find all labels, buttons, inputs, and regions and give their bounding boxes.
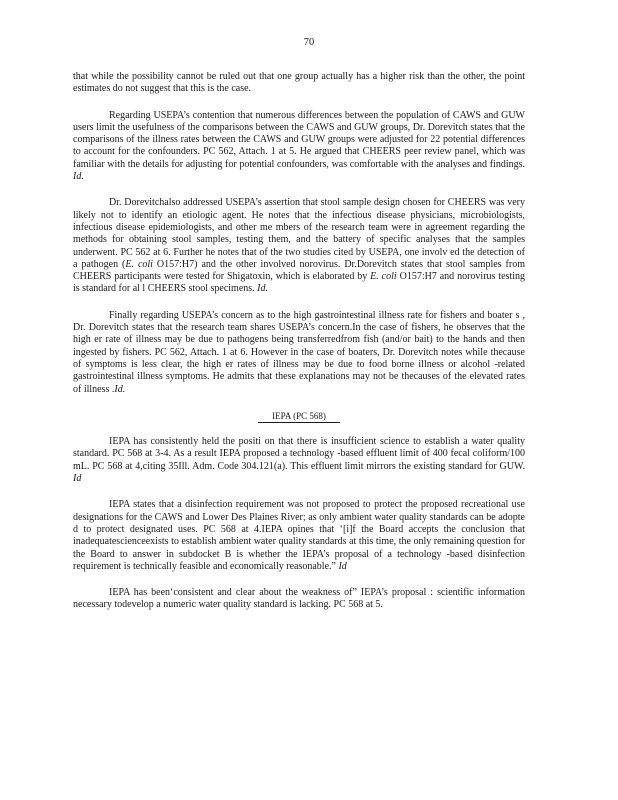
citation-id: Id. bbox=[114, 383, 126, 395]
paragraph-continuation bbox=[73, 71, 525, 96]
species-name: E. coli bbox=[125, 258, 153, 270]
paragraph-text: Finally regarding USEPA’s concern as to the high gastrointestinal illness rate for fishers and boater s , Dr. Dorevitch states that the research team shares USEPA’s concern.In the case of fishers, he observes that the high er rate of illness may be due to pathogens being transferredfrom fish (and/or bait) to the hands and then ingested by fishers. PC 562, Attach. 1 at 6. However in the case of boaters, Dr. Dorevitch notes while thecause of symptoms is less clear, the high er rates of illness may be due to food borne illness or alcohol -related gastrointestinal illness symptoms. He admits that these explanations may not be thecauses of the elevated rates of illness . bbox=[73, 309, 525, 395]
paragraph-iepa-position bbox=[73, 436, 525, 485]
paragraph-text: IEPA states that a disinfection requirement was not proposed to protect the proposed recreational use designations for the CAWS and Lower Des Plaines River; as only ambient water quality standards can be adopte d to protect designated uses. PC 568 at 4.IEPA opines that ‘[i]f the Board accepts the conclusion that inadequatescienceexists to establish ambient water quality standards at this time, the only remaining question for the Board to answer in subdocket B is whether the IEPA’s proposal of a technology -based disinfection requirement is technically feasible and economically reasonable.” bbox=[73, 499, 525, 572]
section-heading bbox=[73, 410, 525, 422]
citation-id: Id. bbox=[73, 171, 84, 183]
species-name: E. coli bbox=[370, 271, 397, 283]
paragraph-stool-sample bbox=[73, 197, 525, 295]
page-number: 70 bbox=[303, 37, 315, 48]
paragraph-text: O157:H7) and the other involved norovirus. Dr.Dorevitch states that stool samples from CHEERS participants were tested for Shigatoxin, which is elaborated by bbox=[73, 258, 525, 283]
citation-id: Id bbox=[73, 473, 82, 485]
paragraph-fishers-boaters bbox=[73, 310, 525, 396]
paragraph-text: O157:H7 and norovirus testing is standard for al l CHEERS stool specimens. bbox=[73, 271, 526, 295]
paragraph-confounders bbox=[73, 110, 525, 184]
paragraph-disinfection bbox=[73, 499, 525, 573]
paragraph-text: Regarding USEPA’s contention that numerous differences between the population of CAWS and GUW users limit the usefulness of the comparisons between the CAWS and GUW groups, Dr. Dorevitch states that the comparisons of the illness rates between the CAWS and GUW groups were adjusted for 22 potential differences to account for the confounders. PC 562, Attach. 1 at 5. He argued that CHEERS peer review panel, which was familiar with the details for adjusting for potential confounders, was comfortable with the analyses and findings. bbox=[73, 109, 525, 170]
document-body bbox=[73, 71, 525, 626]
paragraph-weakness bbox=[73, 587, 525, 612]
paragraph-text: IEPA has been‘consistent and clear about the weakness of” IEPA’s proposal : scientific information necessary todevelop a numeric water quality standard is lacking. PC 568 at 5. bbox=[73, 587, 525, 611]
citation-id: Id bbox=[338, 560, 347, 572]
section-heading-text: IEPA (PC 568) bbox=[258, 411, 340, 423]
paragraph-text: Dr. Dorevitchalso addressed USEPA’s assertion that stool sample design chosen for CHEERS was very likely not to identify an etiologic agent. He notes that the infectious disease physicians, microbiologists, infectious disease epidemiologists, and other me mbers of the research team were in agreement regarding the methods for obtaining stool samples, testing them, and the battery of specific analyses that the samples underwent. PC 562 at 6. Further he notes that of the two studies cited by USEPA, one involv ed the detection of a pathogen ( bbox=[73, 197, 525, 270]
paragraph-text: that while the possibility cannot be ruled out that one group actually has a higher risk than the other, the point estimates do not suggest that this is the case. bbox=[73, 71, 525, 95]
paragraph-text: IEPA has consistently held the positi on that there is insufficient science to establish a water quality standard. PC 568 at 3-4. As a result IEPA proposed a technology -based effluent limit of 400 fecal coliform/100 mL. PC 568 at 4,citing 35Ill. Adm. Code 304.121(a). This effluent limit mirrors the existing standard for GUW. bbox=[73, 436, 525, 472]
citation-id: Id. bbox=[257, 283, 268, 295]
